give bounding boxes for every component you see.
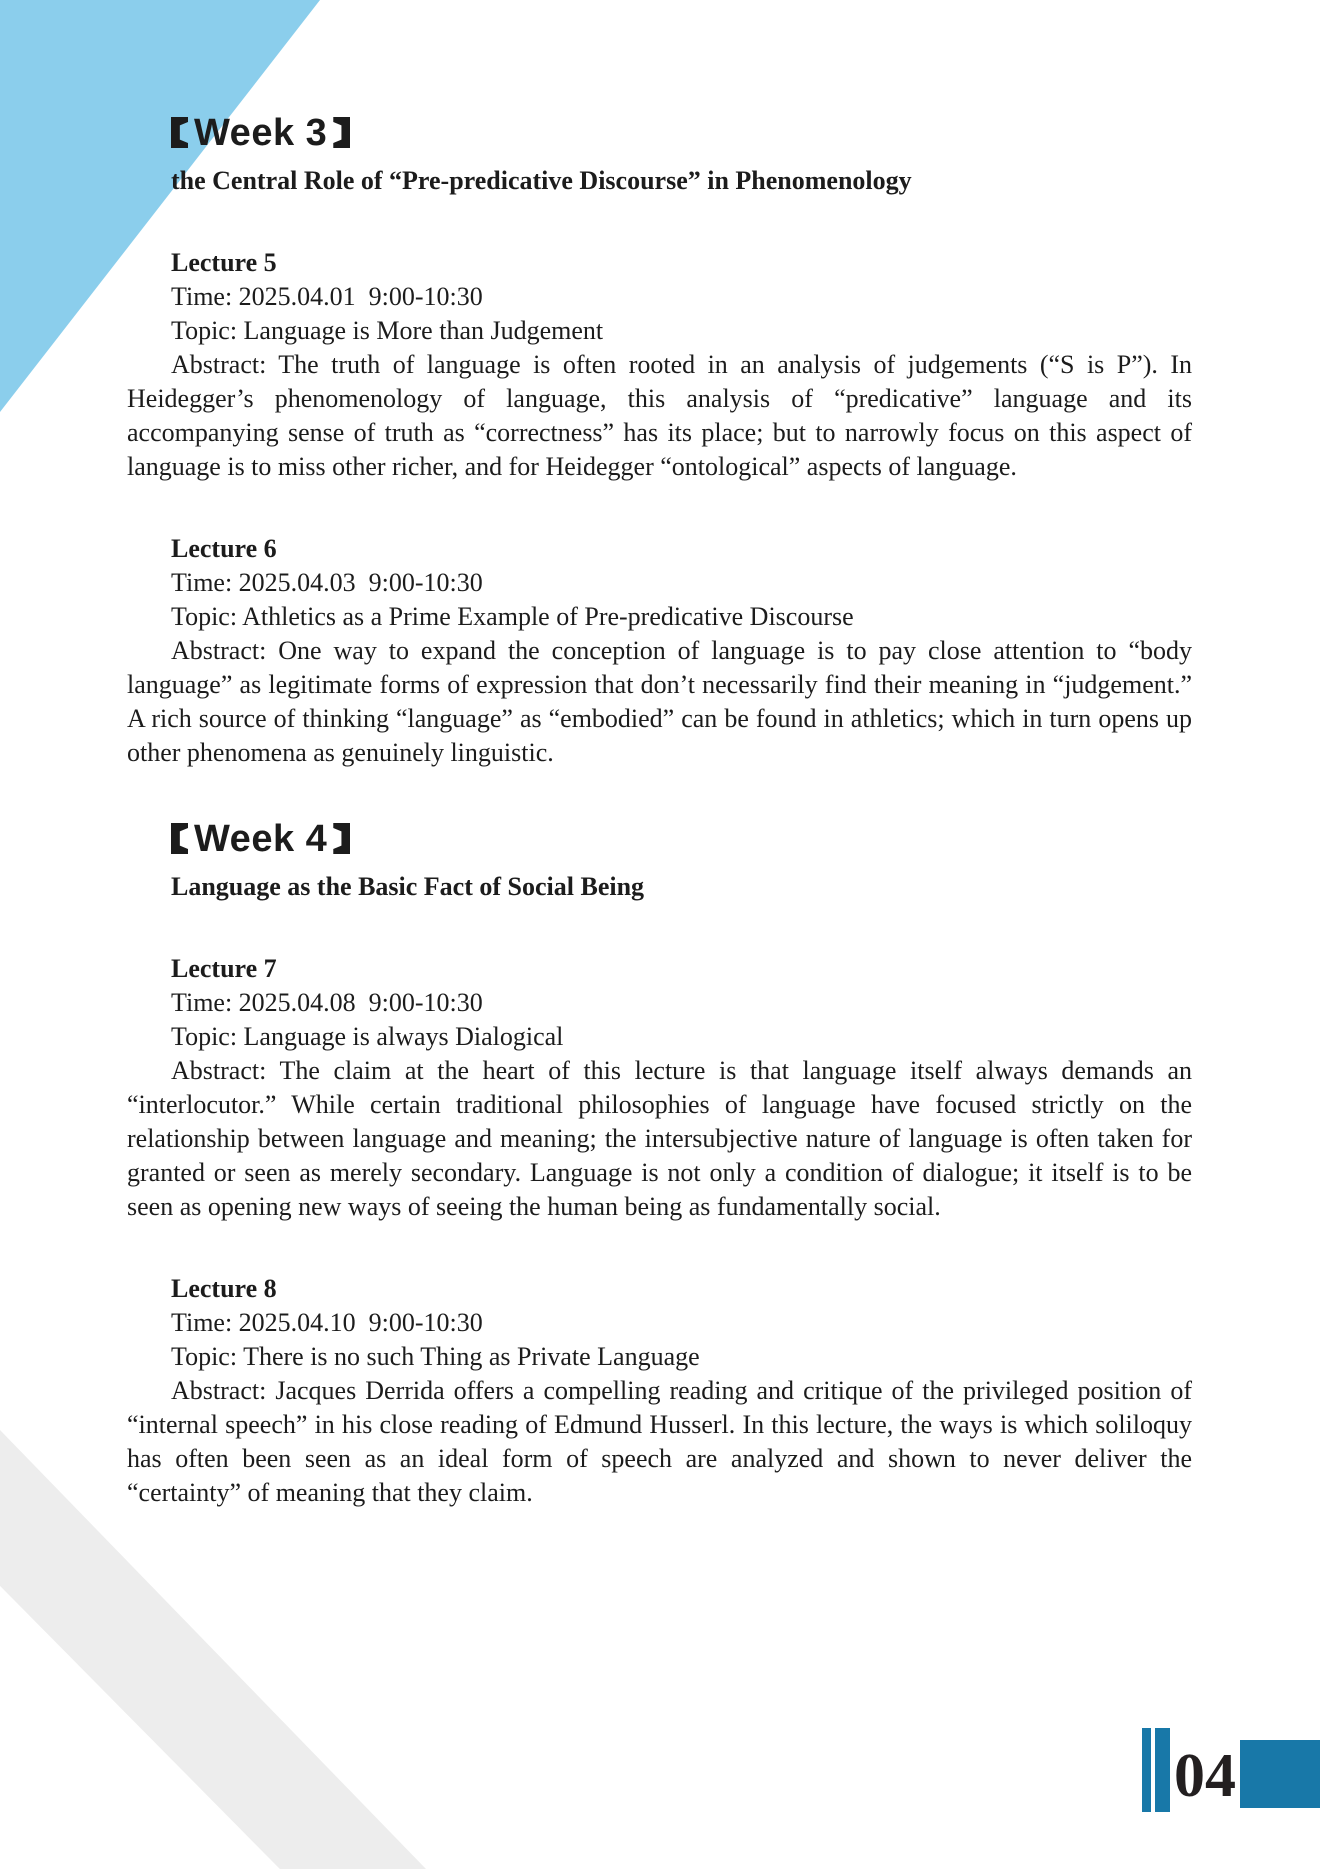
- left-lenticular-bracket-icon: [171, 823, 188, 854]
- lecture-7-block: [127, 952, 1192, 1224]
- lecture-5-topic: Topic: Language is More than Judgement: [171, 316, 604, 345]
- lecture-6-topic: Topic: Athletics as a Prime Example of Pre-predicative Discourse: [171, 602, 854, 631]
- lecture-8-abstract: Abstract: Jacques Derrida offers a compelling reading and critique of the privileged position of “internal speech” in his close reading of Edmund Husserl. In this lecture, the ways is which soliloquy has often been seen as an ideal form of speech are analyzed and shown to never deliver the “certainty” of meaning that they claim.: [127, 1376, 1192, 1507]
- lecture-7-time: Time: 2025.04.08 9:00-10:30: [171, 988, 483, 1017]
- lecture-6-block: [127, 532, 1192, 770]
- lecture-6-abstract: Abstract: One way to expand the conception of language is to pay close attention to “body language” as legitimate forms of expression that don’t necessarily find their meaning in “judgement.” A rich source of thinking “language” as “embodied” can be found in athletics; which in turn opens up other phenomena as genuinely linguistic.: [127, 636, 1192, 767]
- lecture-5-block: [127, 246, 1192, 484]
- week-3-section: [127, 112, 1192, 770]
- right-lenticular-bracket-icon: [333, 823, 350, 854]
- page-number-bar-thick: [1155, 1728, 1170, 1812]
- lecture-6-time: Time: 2025.04.03 9:00-10:30: [171, 568, 483, 597]
- lecture-8-title: Lecture 8: [171, 1274, 277, 1303]
- lecture-6-title: Lecture 6: [171, 534, 277, 563]
- page-number-bar-thin: [1142, 1728, 1151, 1812]
- lecture-7-abstract: Abstract: The claim at the heart of this lecture is that language itself always demands an “interlocutor.” While certain traditional philosophies of language have focused strictly on the relationship between language and meaning; the intersubjective nature of language is often taken for granted or seen as merely secondary. Language is not only a condition of dialogue; it itself is to be seen as opening new ways of seeing the human being as fundamentally social.: [127, 1056, 1192, 1221]
- week-3-subtitle: the Central Role of “Pre-predicative Discourse” in Phenomenology: [171, 166, 912, 195]
- week-3-heading-text: Week 3: [194, 112, 328, 154]
- lecture-5-abstract: Abstract: The truth of language is often rooted in an analysis of judgements (“S is P”). In Heidegger’s phenomenology of language, this analysis of “predicative” language and its accompanying sense of truth as “correctness” has its place; but to narrowly focus on this aspect of language is to miss other richer, and for Heidegger “ontological” aspects of language.: [127, 350, 1192, 481]
- lecture-8-time: Time: 2025.04.10 9:00-10:30: [171, 1308, 483, 1337]
- lecture-8-topic: Topic: There is no such Thing as Private Language: [171, 1342, 700, 1371]
- week-3-heading: [127, 112, 1192, 154]
- lecture-5-time: Time: 2025.04.01 9:00-10:30: [171, 282, 483, 311]
- page-number-square: [1240, 1740, 1320, 1808]
- left-lenticular-bracket-icon: [171, 117, 188, 148]
- lecture-7-topic: Topic: Language is always Dialogical: [171, 1022, 564, 1051]
- week-4-heading: [127, 818, 1192, 860]
- week-4-section: [127, 818, 1192, 1510]
- page-content: [127, 112, 1192, 1558]
- lecture-8-block: [127, 1272, 1192, 1510]
- week-4-subtitle: Language as the Basic Fact of Social Being: [171, 872, 645, 901]
- lecture-5-title: Lecture 5: [171, 248, 277, 277]
- page-number: 04: [1174, 1742, 1236, 1810]
- lecture-7-title: Lecture 7: [171, 954, 277, 983]
- week-4-heading-text: Week 4: [194, 818, 328, 860]
- right-lenticular-bracket-icon: [333, 117, 350, 148]
